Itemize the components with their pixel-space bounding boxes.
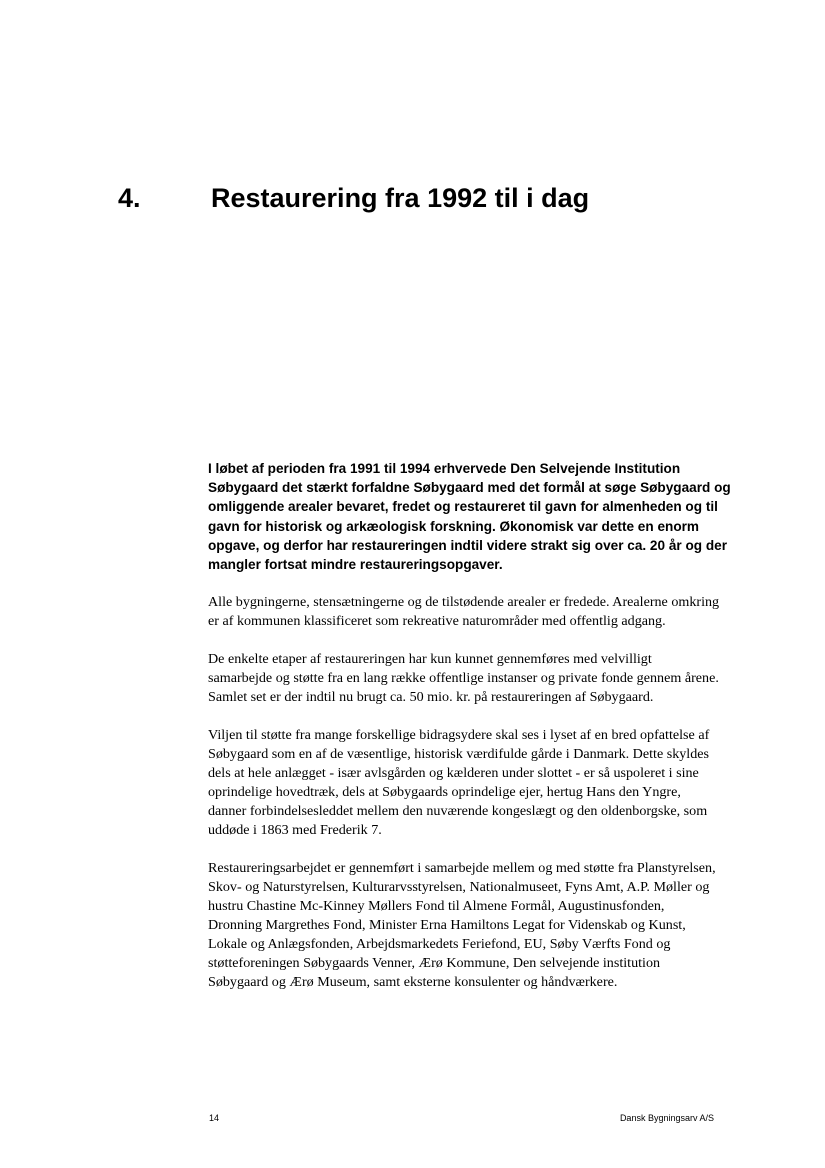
text-line: De enkelte etaper af restaureringen har kun kunnet gennemføres med velvilligt (208, 651, 652, 668)
chapter-title: Restaurering fra 1992 til i dag (211, 183, 590, 213)
lead-paragraph (208, 459, 748, 574)
body-paragraph-etaper (208, 650, 748, 707)
text-line: støtteforeningen Søbygaards Venner, Ærø Kommune, Den selvejende institution (208, 955, 661, 972)
text-line: mangler fortsat mindre restaureringsopgaver. (208, 557, 503, 573)
body-paragraph-samarbejde (208, 859, 748, 992)
text-line: Søbygaard som en af de væsentlige, historisk værdifulde gårde i Danmark. Dette skyldes (208, 746, 710, 763)
text-line: danner forbindelsesleddet mellem den nuværende kongeslægt og den oldenborgske, som (208, 803, 708, 820)
body-paragraph-fredning (208, 593, 748, 631)
text-line: Dronning Margrethes Fond, Minister Erna Hamiltons Legat for Videnskab og Kunst, (208, 917, 686, 934)
text-line: samarbejde og støtte fra en lang række offentlige instanser og private fonde gennem årene. (208, 670, 719, 687)
chapter-number: 4. (118, 183, 141, 213)
text-line: I løbet af perioden fra 1991 til 1994 erhvervede Den Selvejende Institution (208, 461, 681, 476)
text-line: gavn for historisk og arkæologisk forskning. Økonomisk var dette en enorm (208, 518, 699, 534)
text-line: uddøde i 1863 med Frederik 7. (208, 822, 382, 839)
text-line: Restaureringsarbejdet er gennemført i samarbejde mellem og med støtte fra Planstyrelsen, (208, 860, 716, 877)
text-line: Søbygaard det stærkt forfaldne Søbygaard med det formål at søge Søbygaard og (208, 480, 731, 496)
text-line: Søbygaard og Ærø Museum, samt eksterne konsulenter og håndværkere. (208, 974, 618, 991)
text-line: oprindelige hovedtræk, dels at Søbygaards oprindelige ejer, hertug Hans den Yngre, (208, 784, 681, 801)
text-line: hustru Chastine Mc-Kinney Møllers Fond til Almene Formål, Augustinusfonden, (208, 898, 665, 915)
text-line: Viljen til støtte fra mange forskellige bidragsydere skal ses i lyset af en bred opfattelse af (208, 727, 710, 744)
text-line: omliggende arealer bevaret, fredet og restaureret til gavn for almenheden og til (208, 499, 718, 515)
text-line: er af kommunen klassificeret som rekreative naturområder med offentlig adgang. (208, 613, 666, 630)
text-line: Samlet set er der indtil nu brugt ca. 50 mio. kr. på restaureringen af Søbygaard. (208, 689, 654, 706)
body-paragraph-stoette (208, 726, 748, 840)
text-line: Lokale og Anlægsfonden, Arbejdsmarkedets Feriefond, EU, Søby Værfts Fond og (208, 936, 671, 953)
text-line: dels at hele anlægget - især avlsgården og kælderen under slottet - er så uspoleret i sine (208, 765, 699, 782)
page-number: 14 (209, 1113, 220, 1123)
text-line: opgave, og derfor har restaureringen indtil videre strakt sig over ca. 20 år og der (208, 537, 727, 553)
text-line: Alle bygningerne, stensætningerne og de tilstødende arealer er fredede. Arealerne omkring (208, 594, 720, 611)
text-line: Skov- og Naturstyrelsen, Kulturarvsstyrelsen, Nationalmuseet, Fyns Amt, A.P. Møller og (208, 879, 710, 896)
main-content (208, 459, 748, 1011)
footer-company: Dansk Bygningsarv A/S (619, 1113, 714, 1123)
